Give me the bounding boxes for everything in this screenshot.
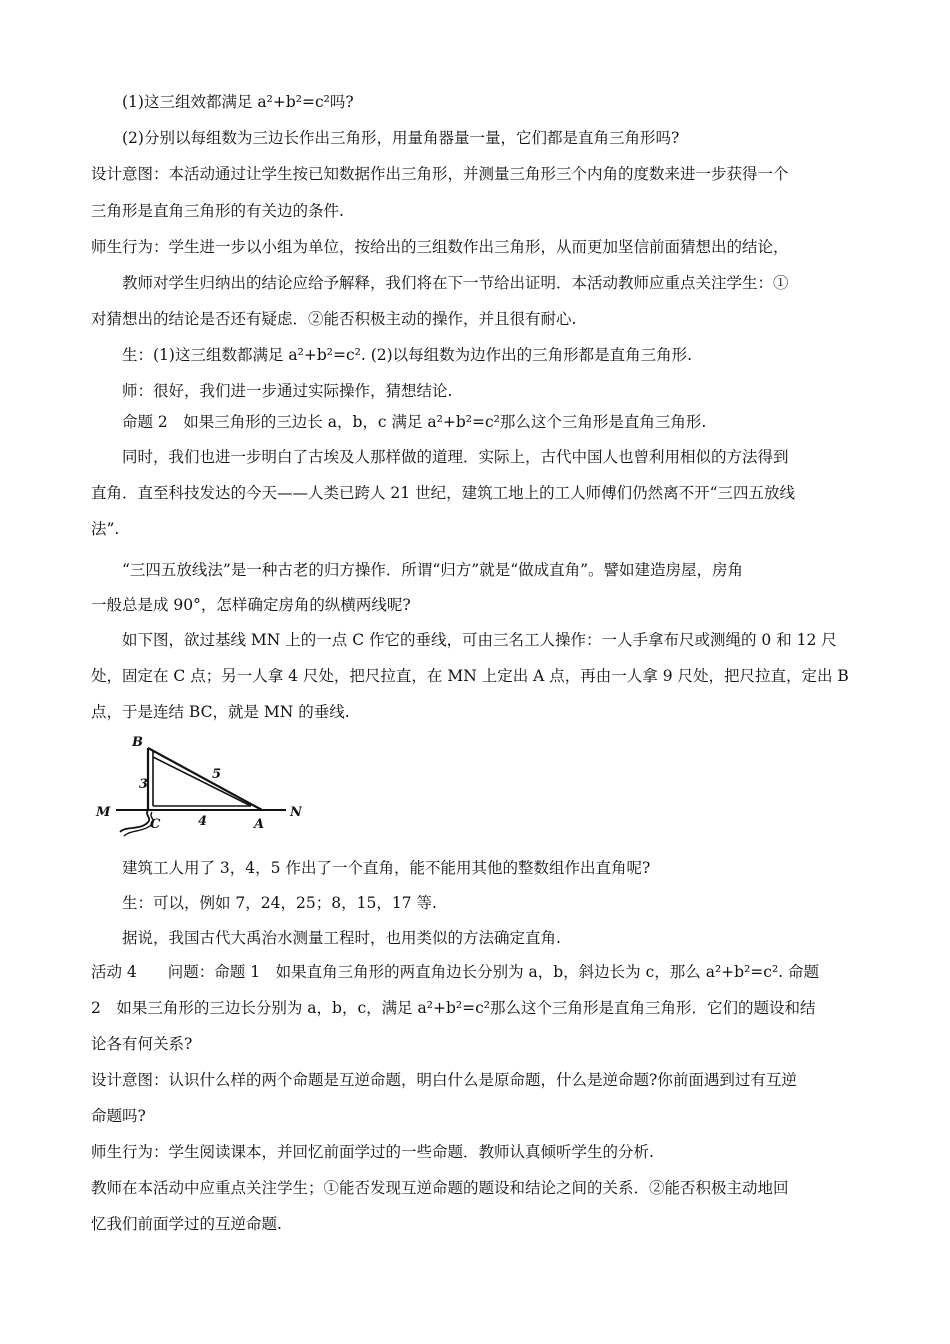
text-line: 同时，我们也进一步明白了古埃及人那样做的道理．实际上，古代中国人也曾利用相似的方法得到 — [122, 448, 789, 466]
text-line: (2)分别以每组数为三边长作出三角形，用量角器量一量，它们都是直角三角形吗? — [122, 129, 680, 147]
text-line: 处，固定在 C 点；另一人拿 4 尺处，把尺拉直，在 MN 上定出 A 点，再由一人拿 9 尺处，把尺拉直，定出 B — [91, 667, 849, 685]
text-line: 师生行为：学生进一步以小组为单位，按给出的三组数作出三角形，从而更加坚信前面猜想出的结论， — [91, 238, 789, 256]
side-ab-inner — [153, 757, 251, 806]
text-line: 师：很好，我们进一步通过实际操作，猜想结论. — [122, 382, 453, 400]
text-line: 直角．直至科技发达的今天——人类已跨人 21 世纪，建筑工地上的工人师傅们仍然离不开“三四五放线 — [91, 484, 796, 502]
text-line: 师生行为：学生阅读课本，并回忆前面学过的一些命题．教师认真倾听学生的分析. — [91, 1143, 654, 1161]
text-line: “三四五放线法”是一种古老的归方操作．所谓“归方”就是“做成直角”。譬如建造房屋，房角 — [122, 561, 744, 579]
label-n: N — [290, 805, 302, 820]
right-triangle-figure — [86, 732, 316, 842]
label-side-5: 5 — [212, 767, 222, 782]
text-line: (1)这三组效都满足 a²+b²=c²吗? — [122, 93, 354, 111]
text-line: 忆我们前面学过的互逆命题. — [91, 1215, 282, 1233]
label-c: C — [150, 817, 161, 832]
text-line: 三角形是直角三角形的有关边的条件. — [91, 202, 344, 220]
label-a: A — [254, 817, 265, 832]
text-line: 一般总是成 90°，怎样确定房角的纵横两线呢? — [91, 596, 411, 614]
label-m: M — [96, 805, 111, 820]
text-line: 活动 4 问题：命题 1 如果直角三角形的两直角边长分别为 a，b，斜边长为 c，那么 a²+b²=c². 命题 — [91, 963, 820, 981]
text-line: 教师在本活动中应重点关注学生；①能否发现互逆命题的题设和结论之间的关系．②能否积极主动地回 — [91, 1179, 789, 1197]
rope-end-2 — [124, 812, 153, 836]
text-line: 法”. — [91, 520, 120, 538]
text-line: 对猜想出的结论是否还有疑虑．②能否积极主动的操作，并且很有耐心. — [91, 310, 577, 328]
label-side-4: 4 — [198, 814, 208, 829]
triangle-diagram — [86, 732, 316, 842]
side-ab — [148, 748, 262, 810]
text-line: 据说，我国古代大禹治水测量工程时，也用类似的方法确定直角. — [122, 929, 561, 947]
text-line: 设计意图：本活动通过让学生按已知数据作出三角形，并测量三角形三个内角的度数来进一步获得一个 — [91, 165, 789, 183]
text-line: 如下图，欲过基线 MN 上的一点 C 作它的垂线，可由三名工人操作：一人手拿布尺或测绳的 0 和 12 尺 — [122, 631, 837, 649]
text-line: 命题吗? — [91, 1107, 146, 1125]
text-line: 教师对学生归纳出的结论应给予解释，我们将在下一节给出证明．本活动教师应重点关注学生：① — [122, 274, 789, 292]
label-b: B — [132, 735, 143, 750]
text-line: 命题 2 如果三角形的三边长 a，b，c 满足 a²+b²=c²那么这个三角形是直角三角形. — [122, 413, 707, 431]
text-line: 论各有何关系? — [91, 1035, 193, 1053]
text-line: 生：(1)这三组数都满足 a²+b²=c². (2)以每组数为边作出的三角形都是直角三角形. — [122, 346, 693, 364]
label-side-3: 3 — [139, 777, 149, 792]
text-line: 2 如果三角形的三边长分别为 a，b，c，满足 a²+b²=c²那么这个三角形是直角三角形．它们的题设和结 — [91, 999, 816, 1017]
text-line: 点，于是连结 BC，就是 MN 的垂线. — [91, 703, 350, 721]
text-line: 设计意图：认识什么样的两个命题是互逆命题，明白什么是原命题，什么是逆命题?你前面遇到过有互逆 — [91, 1071, 797, 1089]
text-line: 建筑工人用了 3，4，5 作出了一个直角，能不能用其他的整数组作出直角呢? — [122, 859, 651, 877]
text-line: 生：可以，例如 7，24，25；8，15，17 等. — [122, 894, 437, 912]
